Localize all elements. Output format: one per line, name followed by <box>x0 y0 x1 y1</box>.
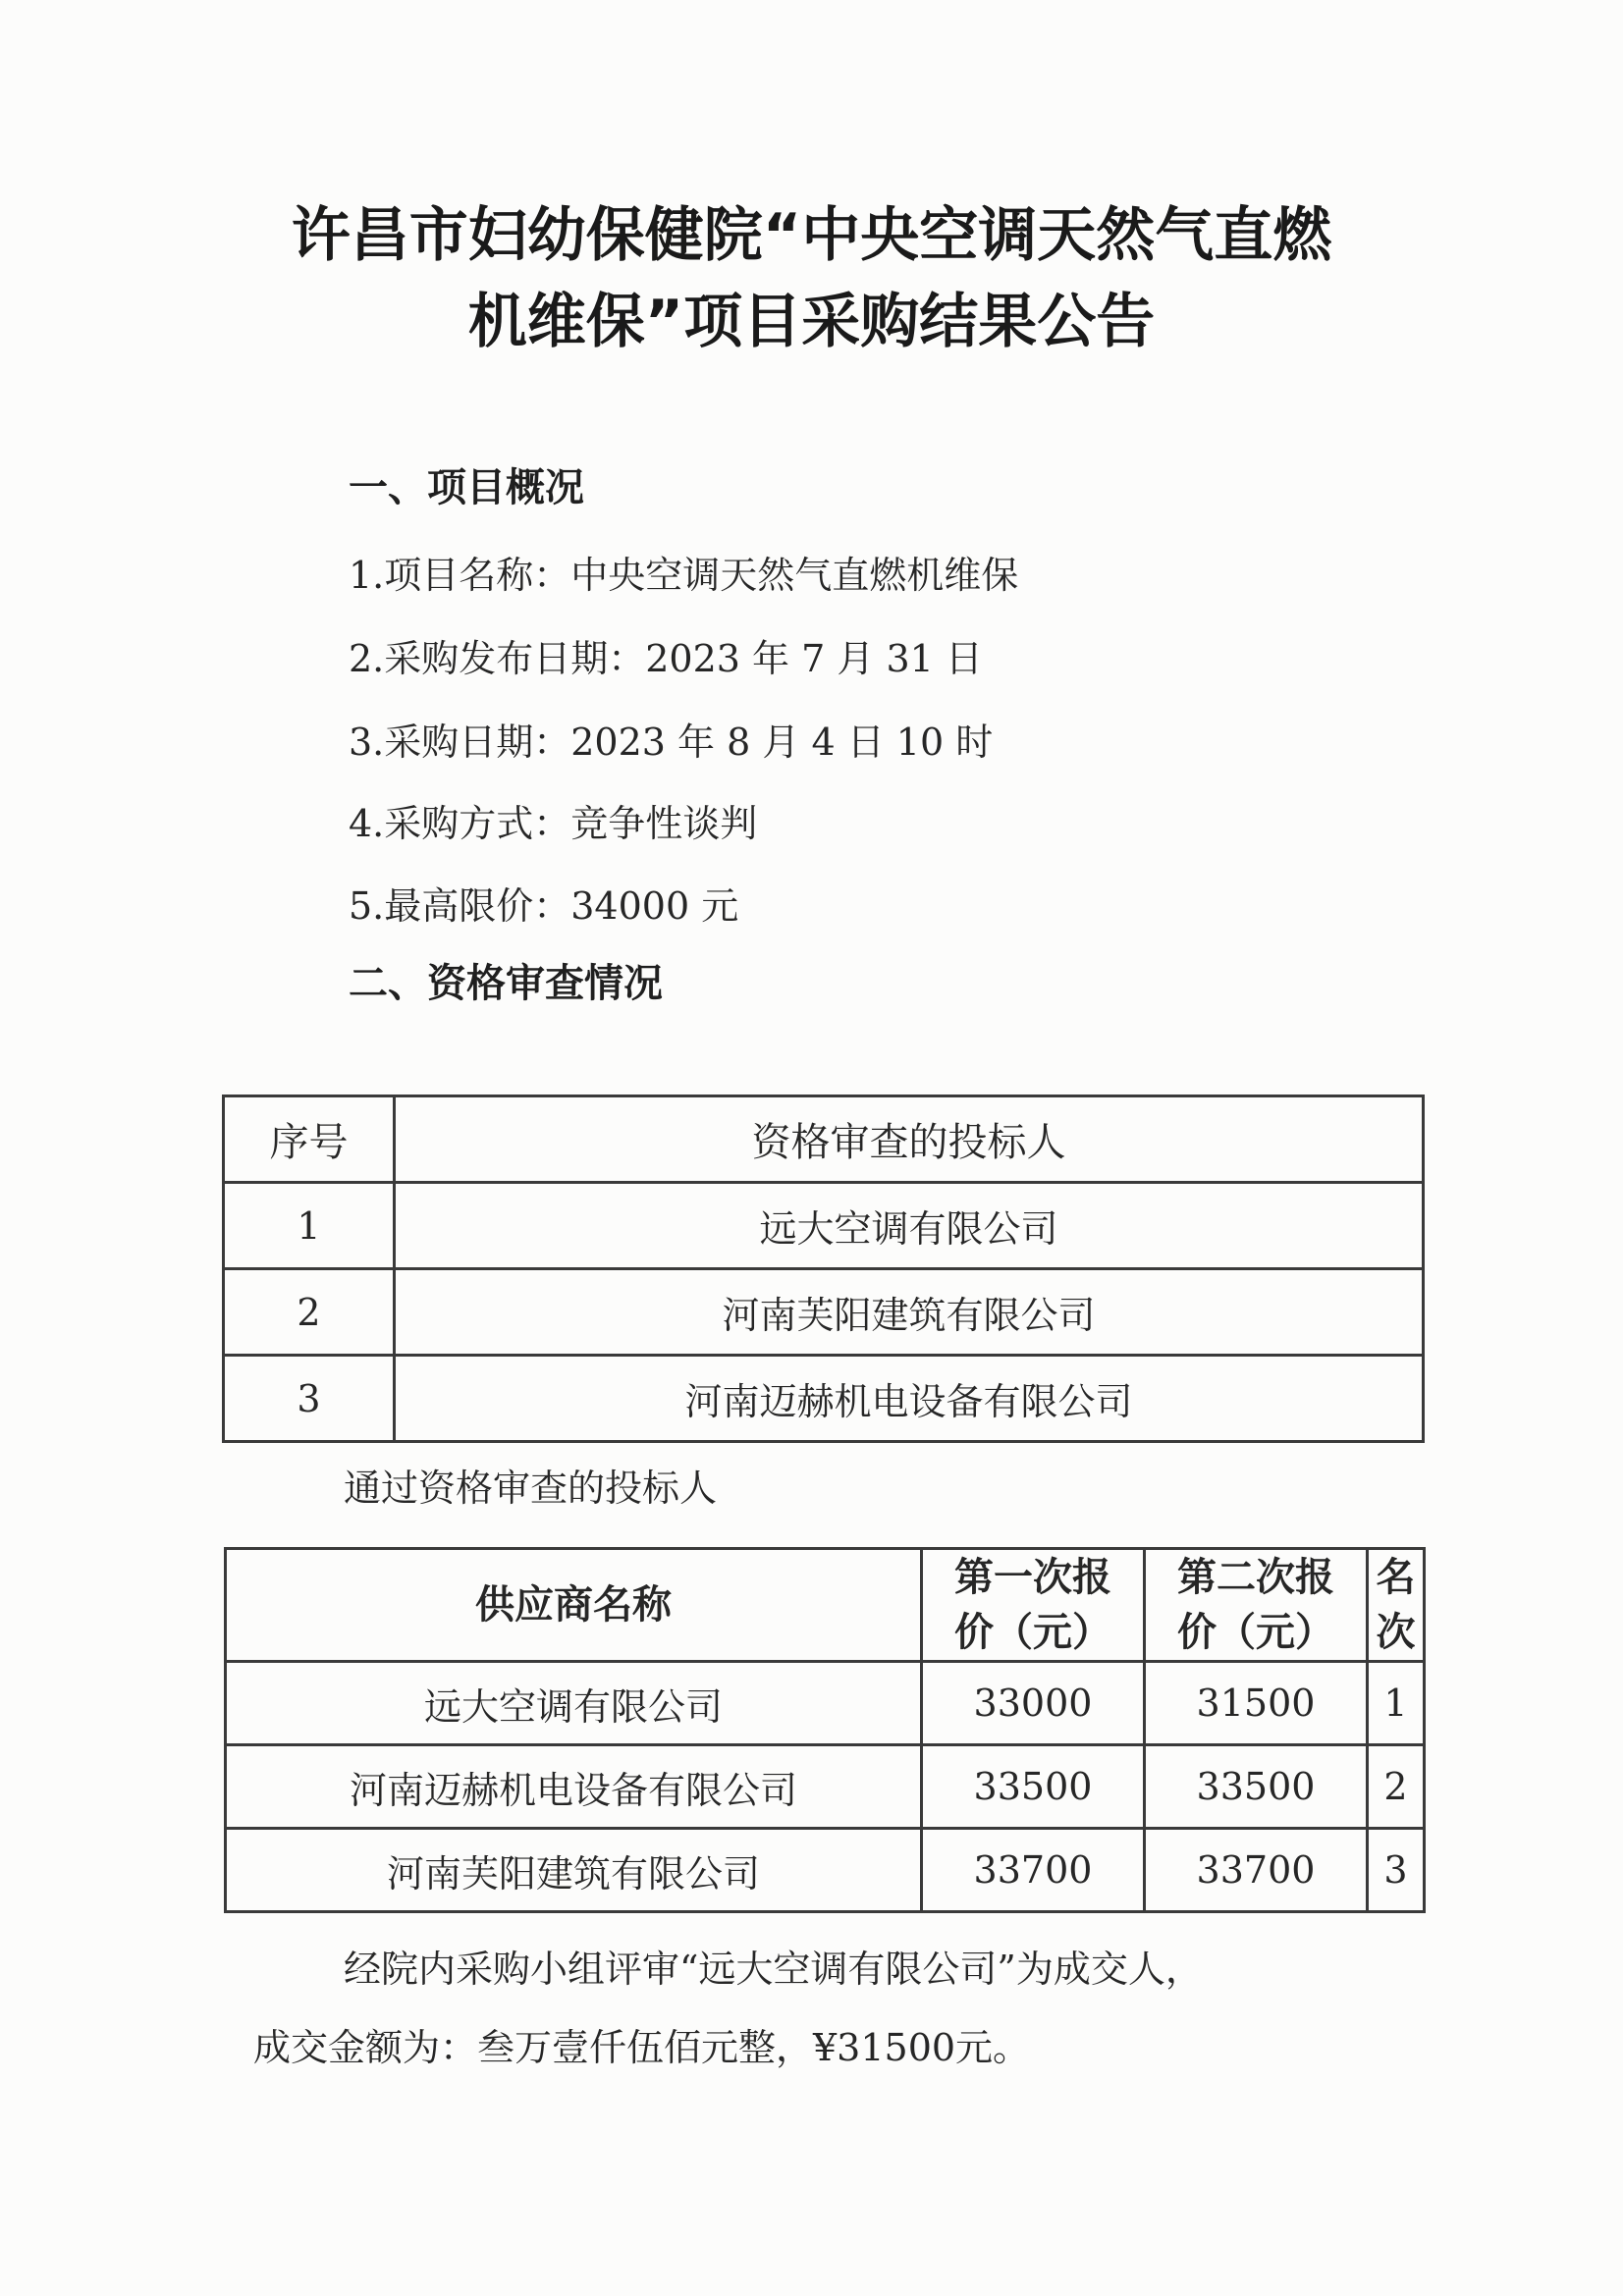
row-number: 1 <box>224 1183 395 1269</box>
row-number: 2 <box>224 1269 395 1356</box>
table-row <box>224 1356 1424 1442</box>
row-number: 3 <box>224 1356 395 1442</box>
column-header-bidder: 资格审查的投标人 <box>395 1096 1424 1183</box>
overview-item-publish-date: 2.采购发布日期：2023 年 7 月 31 日 <box>349 637 983 680</box>
rank: 2 <box>1368 1745 1425 1829</box>
overview-item-method: 4.采购方式：竞争性谈判 <box>349 802 758 845</box>
bidder-name: 河南芙阳建筑有限公司 <box>395 1269 1424 1356</box>
table-row <box>226 1745 1425 1829</box>
quotation-ranking-table <box>224 1547 1426 1913</box>
supplier-name: 远大空调有限公司 <box>226 1662 922 1745</box>
document-title-line-1: 许昌市妇幼保健院“中央空调天然气直燃 <box>291 201 1332 270</box>
first-quote: 33000 <box>922 1662 1145 1745</box>
overview-item-project-name: 1.项目名称：中央空调天然气直燃机维保 <box>349 554 1019 597</box>
document-title-line-2: 机维保”项目采购结果公告 <box>467 288 1156 356</box>
table-header-row <box>226 1549 1425 1662</box>
table-row <box>224 1183 1424 1269</box>
bidder-name: 远大空调有限公司 <box>395 1183 1424 1269</box>
column-header-rank: 名次 <box>1368 1549 1425 1662</box>
overview-item-purchase-date: 3.采购日期：2023 年 8 月 4 日 10 时 <box>349 721 994 764</box>
rank: 1 <box>1368 1662 1425 1745</box>
second-quote: 33700 <box>1145 1829 1368 1912</box>
supplier-name: 河南芙阳建筑有限公司 <box>226 1829 922 1912</box>
supplier-name: 河南迈赫机电设备有限公司 <box>226 1745 922 1829</box>
section-heading-overview: 一、项目概况 <box>349 465 584 510</box>
second-quote: 33500 <box>1145 1745 1368 1829</box>
table-header-row <box>224 1096 1424 1183</box>
section-heading-qualification: 二、资格审查情况 <box>349 961 663 1006</box>
conclusion-line-2: 成交金额为：叁万壹仟伍佰元整，¥31500元。 <box>253 2026 1031 2069</box>
rank: 3 <box>1368 1829 1425 1912</box>
bidder-name: 河南迈赫机电设备有限公司 <box>395 1356 1424 1442</box>
qualification-review-table <box>222 1095 1425 1443</box>
column-header-number: 序号 <box>224 1096 395 1183</box>
first-quote: 33700 <box>922 1829 1145 1912</box>
column-header-second-quote: 第二次报价（元） <box>1145 1549 1368 1662</box>
overview-item-price-cap: 5.最高限价：34000 元 <box>349 884 739 928</box>
first-quote: 33500 <box>922 1745 1145 1829</box>
table-row <box>226 1829 1425 1912</box>
second-quote: 31500 <box>1145 1662 1368 1745</box>
passed-bidders-label: 通过资格审查的投标人 <box>344 1467 718 1510</box>
column-header-supplier: 供应商名称 <box>226 1549 922 1662</box>
table-row <box>224 1269 1424 1356</box>
table-row <box>226 1662 1425 1745</box>
column-header-first-quote: 第一次报价（元） <box>922 1549 1145 1662</box>
conclusion-line-1: 经院内采购小组评审“远大空调有限公司”为成交人， <box>344 1948 1203 1991</box>
